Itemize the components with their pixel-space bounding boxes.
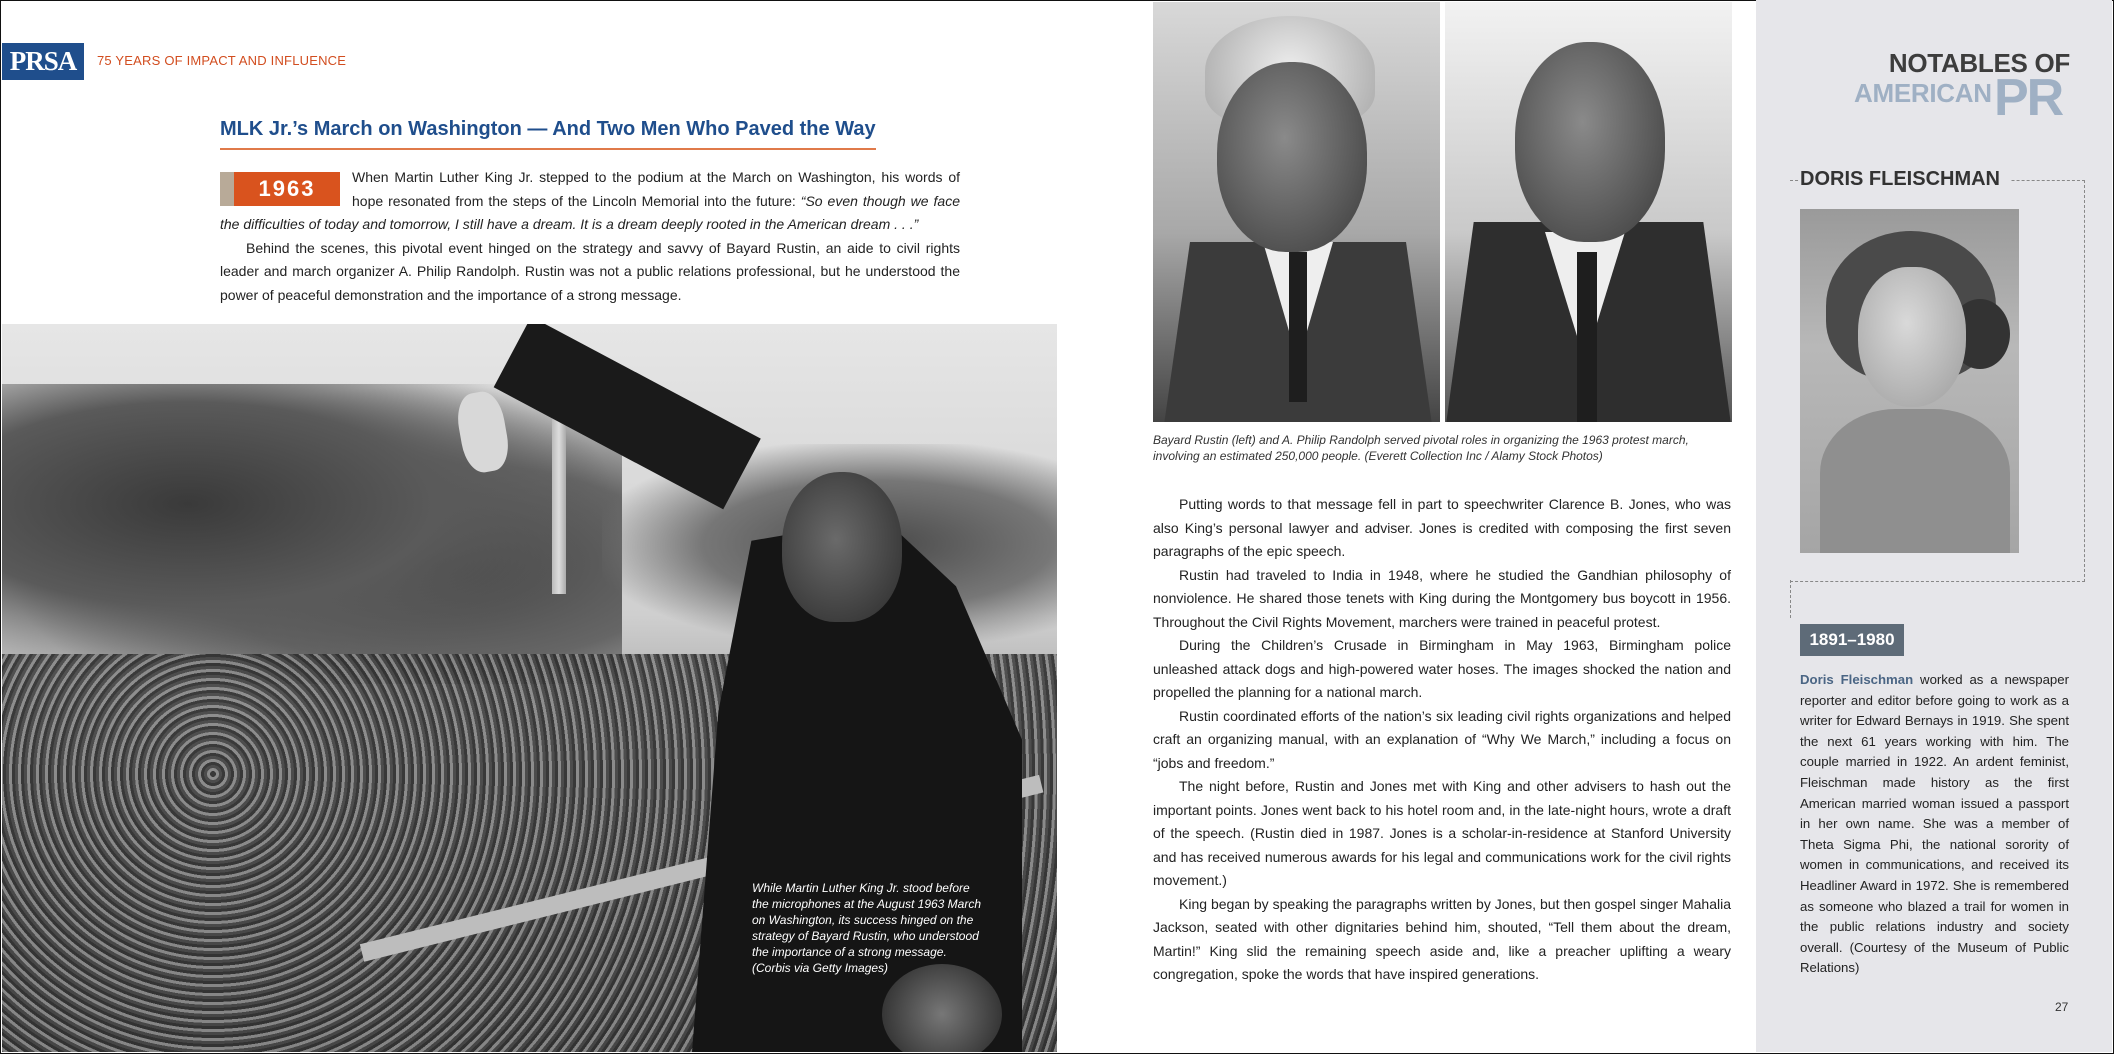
rustin-head — [1217, 62, 1367, 252]
article-body — [1153, 493, 1731, 987]
randolph-head — [1515, 42, 1665, 242]
page-number: 27 — [2055, 1000, 2069, 1014]
badge-spacer — [220, 166, 352, 210]
body-paragraph: King began by speaking the paragraphs written by Jones, but then gospel singer Mahalia Jackson, seated with other dignitaries behind him, shouted, “Tell them about the dream, Martin!” King slid the remaining speech aside and, like a preacher uplifting a weary congregation, spoke the words that have inspired generations. — [1153, 895, 1731, 982]
profile-bio — [1800, 670, 2069, 979]
profile-name: DORIS FLEISCHMAN — [1800, 168, 2010, 191]
header-tagline: 75 YEARS OF IMPACT AND INFLUENCE — [97, 53, 347, 68]
life-years-badge: 1891–1980 — [1800, 624, 1904, 656]
body-paragraph: Rustin coordinated efforts of the nation’s six leading civil rights organizations and helped craft an organizing manual, with an explanation of “Why We March,” including a focus on “jobs and freedom.” — [1153, 707, 1731, 771]
mlk-photo-caption: While Martin Luther King Jr. stood before the microphones at the August 1963 March on Washington, its success hinged on the strategy of Bayard Rustin, who understood the importance of a strong message. (Corbis via Getty Images) — [752, 881, 982, 975]
intro-paragraph-2: Behind the scenes, this pivotal event hinged on the strategy and savvy of Bayard Rustin, an aide to civil rights leader and march organizer A. Philip Randolph. Rustin was not a public relations professional, but he understood the power of peaceful demonstration and the importance of a strong message. — [220, 239, 960, 303]
body-paragraph: The night before, Rustin and Jones met with King and other advisers to hash out the important points. Jones went back to his hotel room and, in the late-night hours, wrote a draft of the speech. (Rustin died in 1987. Jones is a scholar-in-residence at Stanford University and has received numerous awards for his legal and communications work for the civil rights movement.) — [1153, 778, 1731, 888]
body-paragraph: Putting words to that message fell in part to speechwriter Clarence B. Jones, who was also King’s personal lawyer and adviser. Jones is credited with composing the first seven paragraphs of the epic speech. — [1153, 496, 1731, 559]
body-paragraph: During the Children’s Crusade in Birmingham in May 1963, Birmingham police unleashed attack dogs and high-powered water hoses. The images shocked the nation and propelled the planning for a national march. — [1153, 637, 1731, 700]
dashed-connector — [1790, 580, 1791, 618]
prsa-logo: PRSA — [2, 43, 84, 80]
bio-name: Doris Fleischman — [1800, 672, 1914, 687]
rustin-photo — [1153, 2, 1440, 422]
article-intro — [220, 166, 960, 307]
pair-photo-caption: Bayard Rustin (left) and A. Philip Randolph served pivotal roles in organizing the 1963 protest march, involving an estimated 250,000 people. (Everett Collection Inc / Alamy Stock Photos) — [1153, 433, 1689, 463]
sidebar-title-line2: AMERICAN — [1854, 78, 1992, 108]
sidebar-title-line1: NOTABLES OF — [1888, 48, 2070, 78]
intro-lead: When Martin Luther King Jr. stepped to the podium at the March on Washington, his words of hope resonated from the steps of the Lincoln Memorial into the future: — [352, 169, 960, 209]
portrait-dress — [1820, 409, 2010, 553]
bio-text: worked as a newspaper reporter and editor before going to work as a writer for Edward Bernays in 1919. She spent the next 61 years working with him. The couple married in 1922. An ardent feminist, Fleischman made history as the first American married woman issued a passport in her own name. She was a member of Theta Sigma Phi, the national sorority of women in communications, and received its Headliner Award in 1972. She is remembered as someone who blazed a trail for women in the public relations industry and society overall. (Courtesy of the Museum of Public Relations) — [1800, 672, 2069, 976]
body-paragraph: Rustin had traveled to India in 1948, where he studied the Gandhian philosophy of nonviolence. He shared those tenets with King during the Montgomery bus boycott in 1956. Throughout the Civil Rights Movement, marchers were trained in peaceful protest. — [1153, 566, 1731, 630]
sidebar-title-pr: PR — [1994, 69, 2063, 127]
rustin-tie — [1289, 252, 1307, 402]
article-headline: MLK Jr.’s March on Washington — And Two Men Who Paved the Way — [220, 118, 876, 150]
intro-quote: “So even though we face the difficulties of today and tomorrow, I still have a dream. It is a dream deeply rooted in the American dream . . .” — [220, 192, 960, 232]
doris-portrait — [1800, 209, 2019, 553]
randolph-tie — [1577, 252, 1597, 422]
photo-trees — [2, 384, 622, 684]
year-badge-label: 1963 — [258, 176, 316, 201]
mlk-head — [782, 472, 902, 622]
portrait-face — [1858, 267, 1966, 407]
randolph-photo — [1445, 2, 1732, 422]
